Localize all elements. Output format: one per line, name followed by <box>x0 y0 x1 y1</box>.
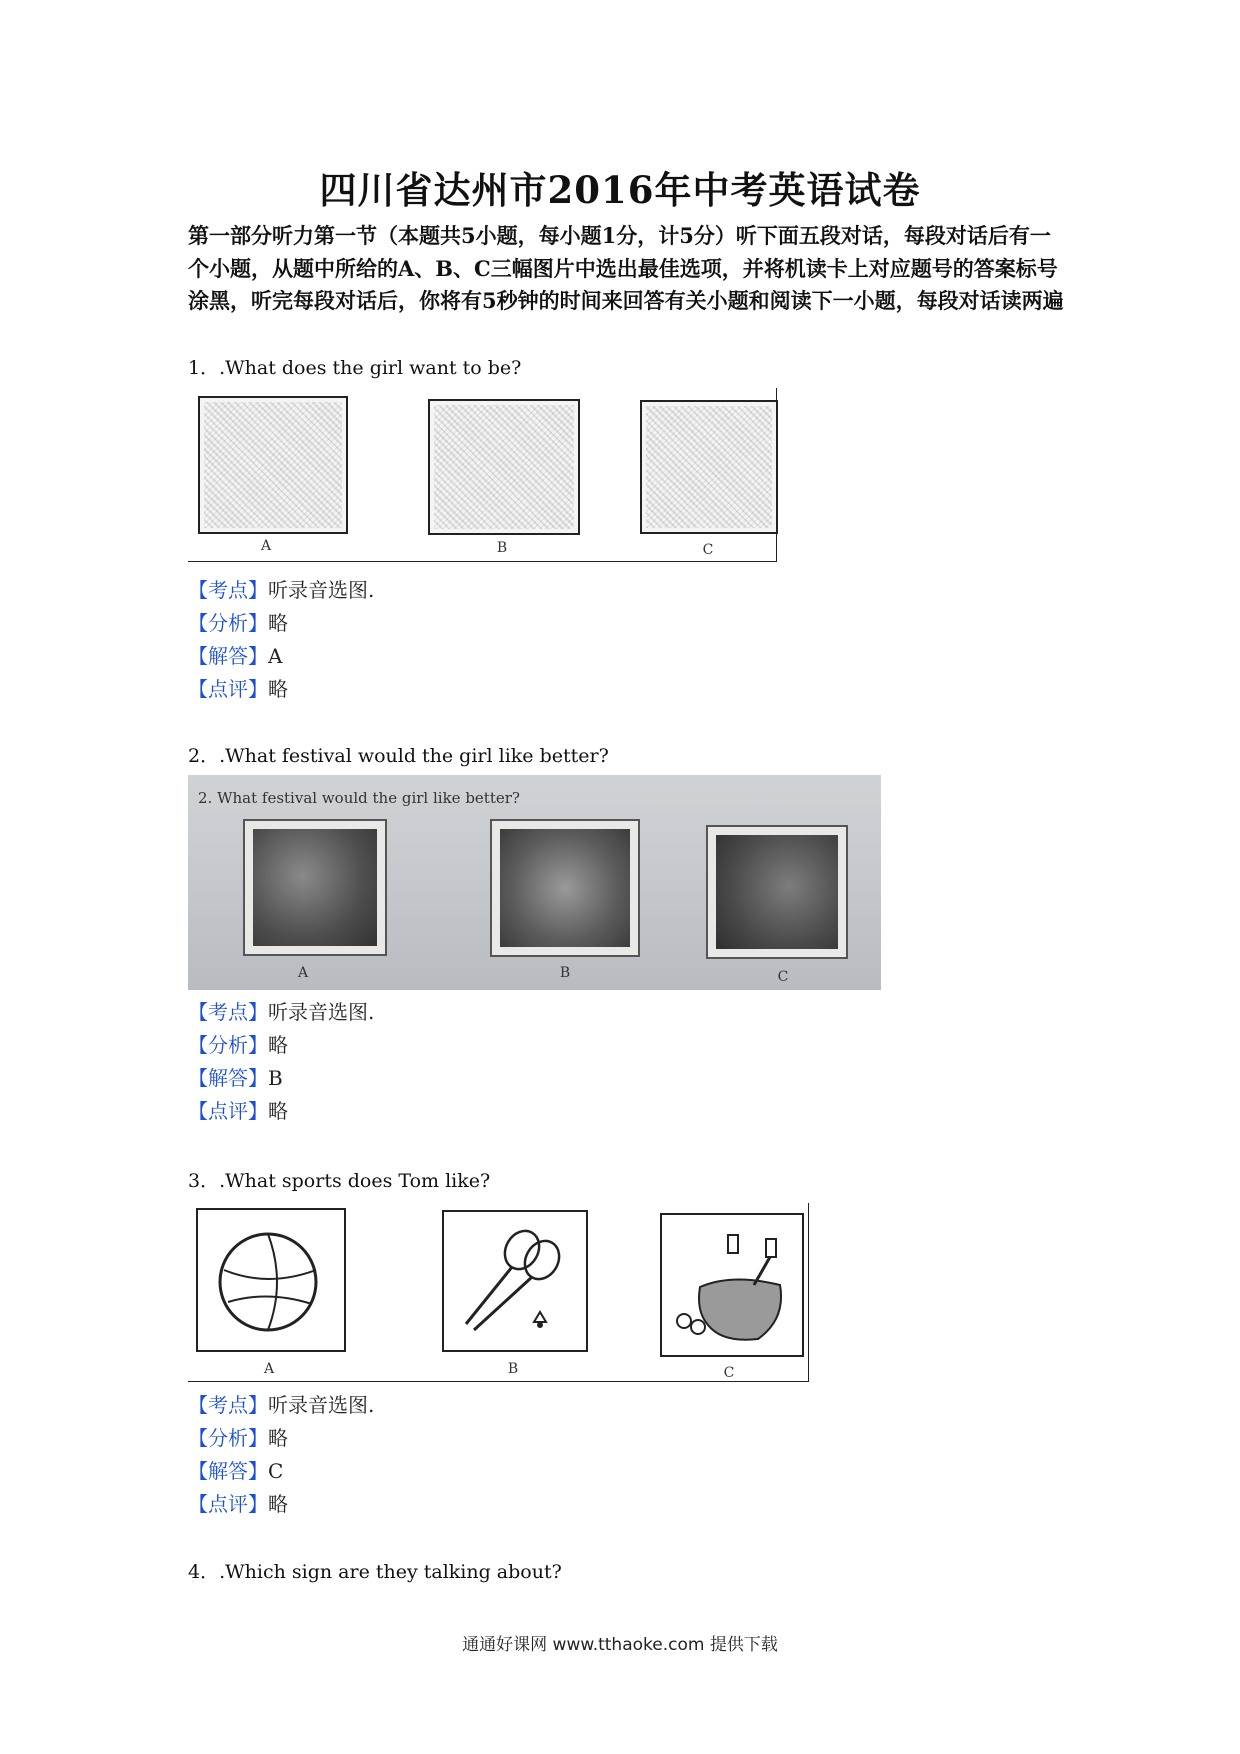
table-tennis-icon <box>662 1215 802 1355</box>
option-a-image <box>243 819 387 956</box>
question-1-analysis: 【考点】听录音选图. 【分析】略 【解答】A 【点评】略 <box>188 578 375 701</box>
badminton-icon <box>444 1212 586 1350</box>
question-1-figure <box>188 388 778 563</box>
question-3-figure <box>188 1203 810 1383</box>
option-c-label: C <box>723 1365 735 1381</box>
option-b-image <box>490 819 640 957</box>
option-c-label: C <box>702 542 714 558</box>
option-c-image <box>706 825 848 959</box>
option-c-image <box>660 1213 804 1357</box>
option-c-image <box>640 400 778 534</box>
question-4-stem: 4．.Which sign are they talking about? <box>188 1561 562 1583</box>
question-2-analysis: 【考点】听录音选图. 【分析】略 【解答】B 【点评】略 <box>188 1000 375 1123</box>
option-a-label: A <box>260 538 272 554</box>
option-a-label: A <box>263 1361 275 1377</box>
option-b-image <box>428 399 580 535</box>
option-a-label: A <box>297 965 309 981</box>
option-c-label: C <box>777 969 789 985</box>
basketball-icon <box>198 1210 344 1350</box>
question-1-stem: 1．.What does the girl want to be? <box>188 357 522 379</box>
option-a-image <box>196 1208 346 1352</box>
question-2-photo-caption: 2. What festival would the girl like better? <box>198 789 520 807</box>
option-a-image <box>198 396 348 534</box>
question-3-analysis: 【考点】听录音选图. 【分析】略 【解答】C 【点评】略 <box>188 1393 375 1516</box>
question-3-stem: 3．.What sports does Tom like? <box>188 1170 491 1192</box>
page-title: 四川省达州市2016年中考英语试卷 <box>319 168 921 212</box>
option-b-label: B <box>559 965 571 981</box>
option-b-label: B <box>507 1361 519 1377</box>
option-b-label: B <box>496 540 508 556</box>
section-instructions: 第一部分听力第一节（本题共5小题，每小题1分，计5分）听下面五段对话，每段对话后有一个小题，从题中所给的A、B、C三幅图片中选出最佳选项，并将机读卡上对应题号的答案标号涂黑，听完每段对话后，你将有5秒钟的时间来回答有关小题和阅读下一小题，每段对话读两遍 <box>188 223 1064 313</box>
question-2-figure <box>188 775 881 990</box>
question-2-stem: 2．.What festival would the girl like better? <box>188 745 609 767</box>
page-footer: 通通好课网 www.tthaoke.com 提供下载 <box>462 1635 778 1655</box>
option-b-image <box>442 1210 588 1352</box>
